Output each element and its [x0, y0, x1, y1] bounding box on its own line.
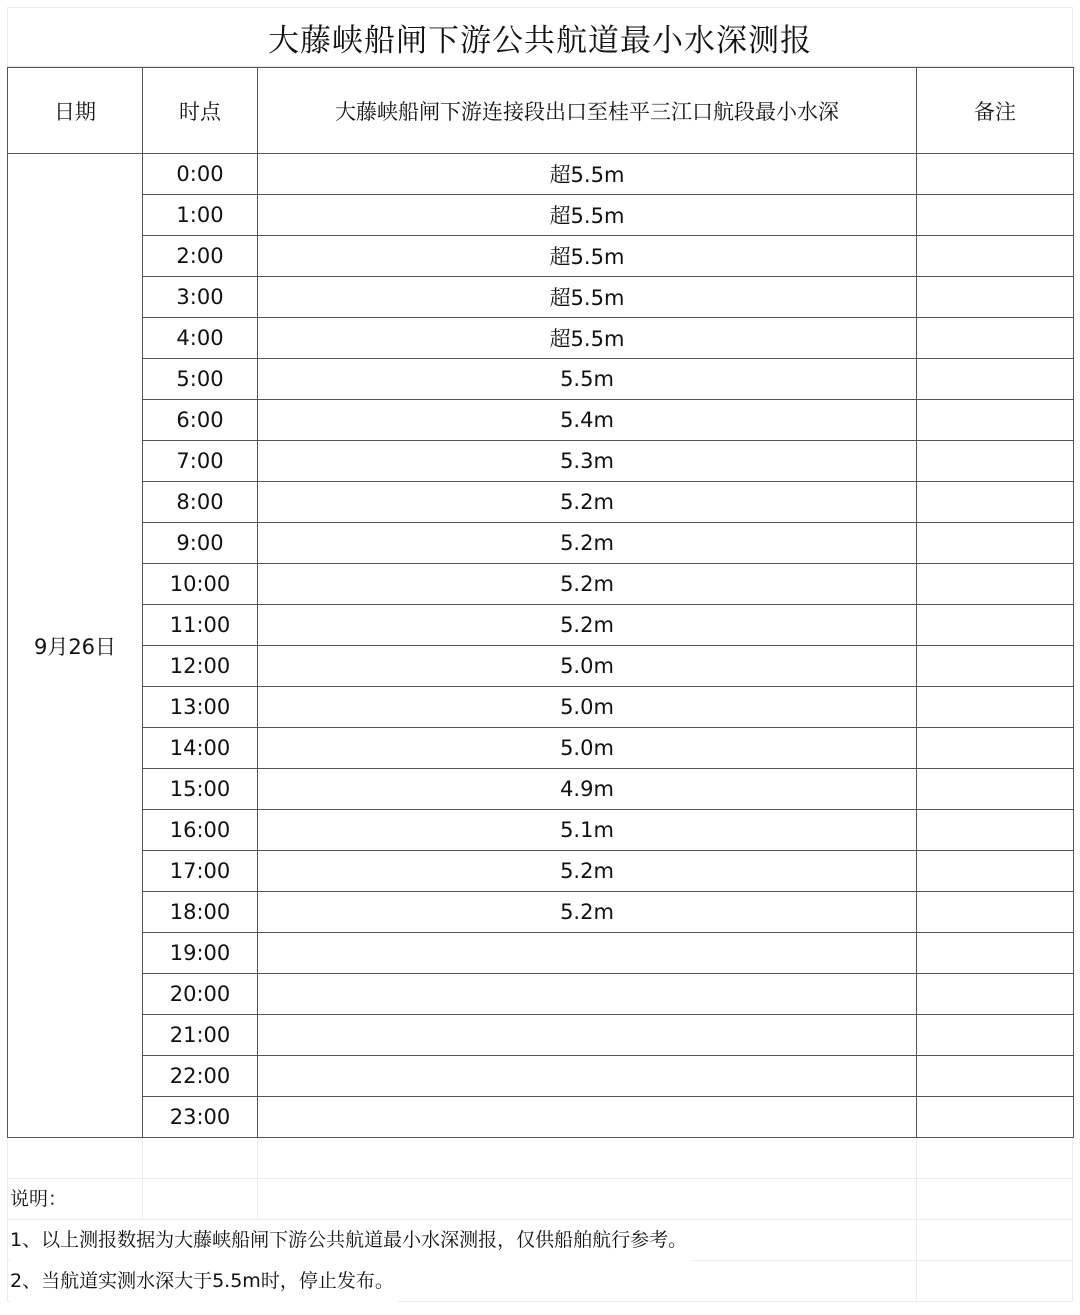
table-row [8, 277, 1074, 318]
depth-cell [258, 1056, 917, 1097]
notes-line-1-row [7, 1220, 1073, 1261]
remark-cell [917, 195, 1074, 236]
date-cell: 9月26日 [8, 154, 143, 1138]
remark-cell [917, 687, 1074, 728]
remark-cell [917, 154, 1074, 195]
time-cell: 1:00 [143, 195, 258, 236]
remark-cell [917, 277, 1074, 318]
remark-cell [917, 236, 1074, 277]
notes-line-2: 2、当航道实测水深大于5.5m时，停止发布。 [10, 1261, 398, 1302]
depth-cell: 5.2m [258, 605, 917, 646]
notes-line-1: 1、以上测报数据为大藤峡船闸下游公共航道最小水深测报，仅供船舶航行参考。 [10, 1220, 691, 1261]
time-cell: 2:00 [143, 236, 258, 277]
time-cell: 10:00 [143, 564, 258, 605]
notes-heading: 说明： [10, 1188, 68, 1210]
table-row [8, 810, 1074, 851]
depth-cell [258, 933, 917, 974]
table-row [8, 974, 1074, 1015]
table-row [8, 154, 1074, 195]
notes-line-2-row [7, 1261, 1073, 1302]
time-cell: 19:00 [143, 933, 258, 974]
remark-cell [917, 482, 1074, 523]
remark-cell [917, 400, 1074, 441]
depth-cell: 5.3m [258, 441, 917, 482]
depth-cell [258, 1015, 917, 1056]
table-row [8, 359, 1074, 400]
remark-cell [917, 646, 1074, 687]
table-row [8, 728, 1074, 769]
time-cell: 7:00 [143, 441, 258, 482]
table-row [8, 851, 1074, 892]
depth-cell: 超5.5m [258, 195, 917, 236]
remark-cell [917, 851, 1074, 892]
remark-cell [917, 523, 1074, 564]
remark-cell [917, 359, 1074, 400]
remark-cell [917, 892, 1074, 933]
table-row [8, 318, 1074, 359]
time-cell: 12:00 [143, 646, 258, 687]
time-cell: 14:00 [143, 728, 258, 769]
remark-cell [917, 318, 1074, 359]
depth-cell: 5.2m [258, 851, 917, 892]
notes-heading-row [7, 1179, 1073, 1220]
time-cell: 5:00 [143, 359, 258, 400]
remark-cell [917, 728, 1074, 769]
table-row [8, 933, 1074, 974]
time-cell: 21:00 [143, 1015, 258, 1056]
time-cell: 13:00 [143, 687, 258, 728]
time-cell: 22:00 [143, 1056, 258, 1097]
time-cell: 8:00 [143, 482, 258, 523]
remark-cell [917, 605, 1074, 646]
table-row [8, 646, 1074, 687]
depth-cell: 超5.5m [258, 236, 917, 277]
table-row [8, 236, 1074, 277]
remark-cell [917, 1056, 1074, 1097]
depth-cell [258, 1097, 917, 1138]
table-row [8, 400, 1074, 441]
depth-cell: 超5.5m [258, 277, 917, 318]
table-body [8, 154, 1074, 1138]
remark-cell [917, 974, 1074, 1015]
report-title-row [7, 7, 1073, 67]
table-row [8, 892, 1074, 933]
table-row [8, 564, 1074, 605]
time-cell: 15:00 [143, 769, 258, 810]
time-cell: 6:00 [143, 400, 258, 441]
depth-cell [258, 974, 917, 1015]
time-cell: 4:00 [143, 318, 258, 359]
time-cell: 18:00 [143, 892, 258, 933]
remark-cell [917, 1015, 1074, 1056]
blank-row [7, 1138, 1073, 1179]
table-row [8, 687, 1074, 728]
remark-cell [917, 1097, 1074, 1138]
header-depth: 大藤峡船闸下游连接段出口至桂平三江口航段最小水深 [258, 68, 917, 154]
depth-cell: 5.0m [258, 687, 917, 728]
report-sheet [7, 7, 1073, 1302]
header-remark: 备注 [917, 68, 1074, 154]
table-row [8, 1015, 1074, 1056]
depth-cell: 5.2m [258, 564, 917, 605]
time-cell: 9:00 [143, 523, 258, 564]
depth-cell: 4.9m [258, 769, 917, 810]
table-row [8, 1056, 1074, 1097]
depth-cell: 5.0m [258, 728, 917, 769]
remark-cell [917, 564, 1074, 605]
header-row [8, 68, 1074, 154]
time-cell: 17:00 [143, 851, 258, 892]
table-row [8, 441, 1074, 482]
depth-cell: 超5.5m [258, 154, 917, 195]
table-row [8, 523, 1074, 564]
time-cell: 20:00 [143, 974, 258, 1015]
remark-cell [917, 933, 1074, 974]
remark-cell [917, 769, 1074, 810]
table-row [8, 605, 1074, 646]
notes-section [7, 1138, 1073, 1302]
depth-table [7, 67, 1074, 1138]
depth-cell: 5.2m [258, 523, 917, 564]
time-cell: 16:00 [143, 810, 258, 851]
time-cell: 23:00 [143, 1097, 258, 1138]
depth-cell: 5.4m [258, 400, 917, 441]
table-row [8, 482, 1074, 523]
header-date: 日期 [8, 68, 143, 154]
remark-cell [917, 810, 1074, 851]
table-row [8, 769, 1074, 810]
depth-cell: 5.0m [258, 646, 917, 687]
time-cell: 0:00 [143, 154, 258, 195]
time-cell: 11:00 [143, 605, 258, 646]
table-row [8, 1097, 1074, 1138]
depth-cell: 5.1m [258, 810, 917, 851]
time-cell: 3:00 [143, 277, 258, 318]
depth-cell: 5.2m [258, 482, 917, 523]
depth-cell: 5.2m [258, 892, 917, 933]
table-row [8, 195, 1074, 236]
header-time: 时点 [143, 68, 258, 154]
report-title: 大藤峡船闸下游公共航道最小水深测报 [268, 22, 812, 59]
depth-cell: 5.5m [258, 359, 917, 400]
depth-cell: 超5.5m [258, 318, 917, 359]
remark-cell [917, 441, 1074, 482]
